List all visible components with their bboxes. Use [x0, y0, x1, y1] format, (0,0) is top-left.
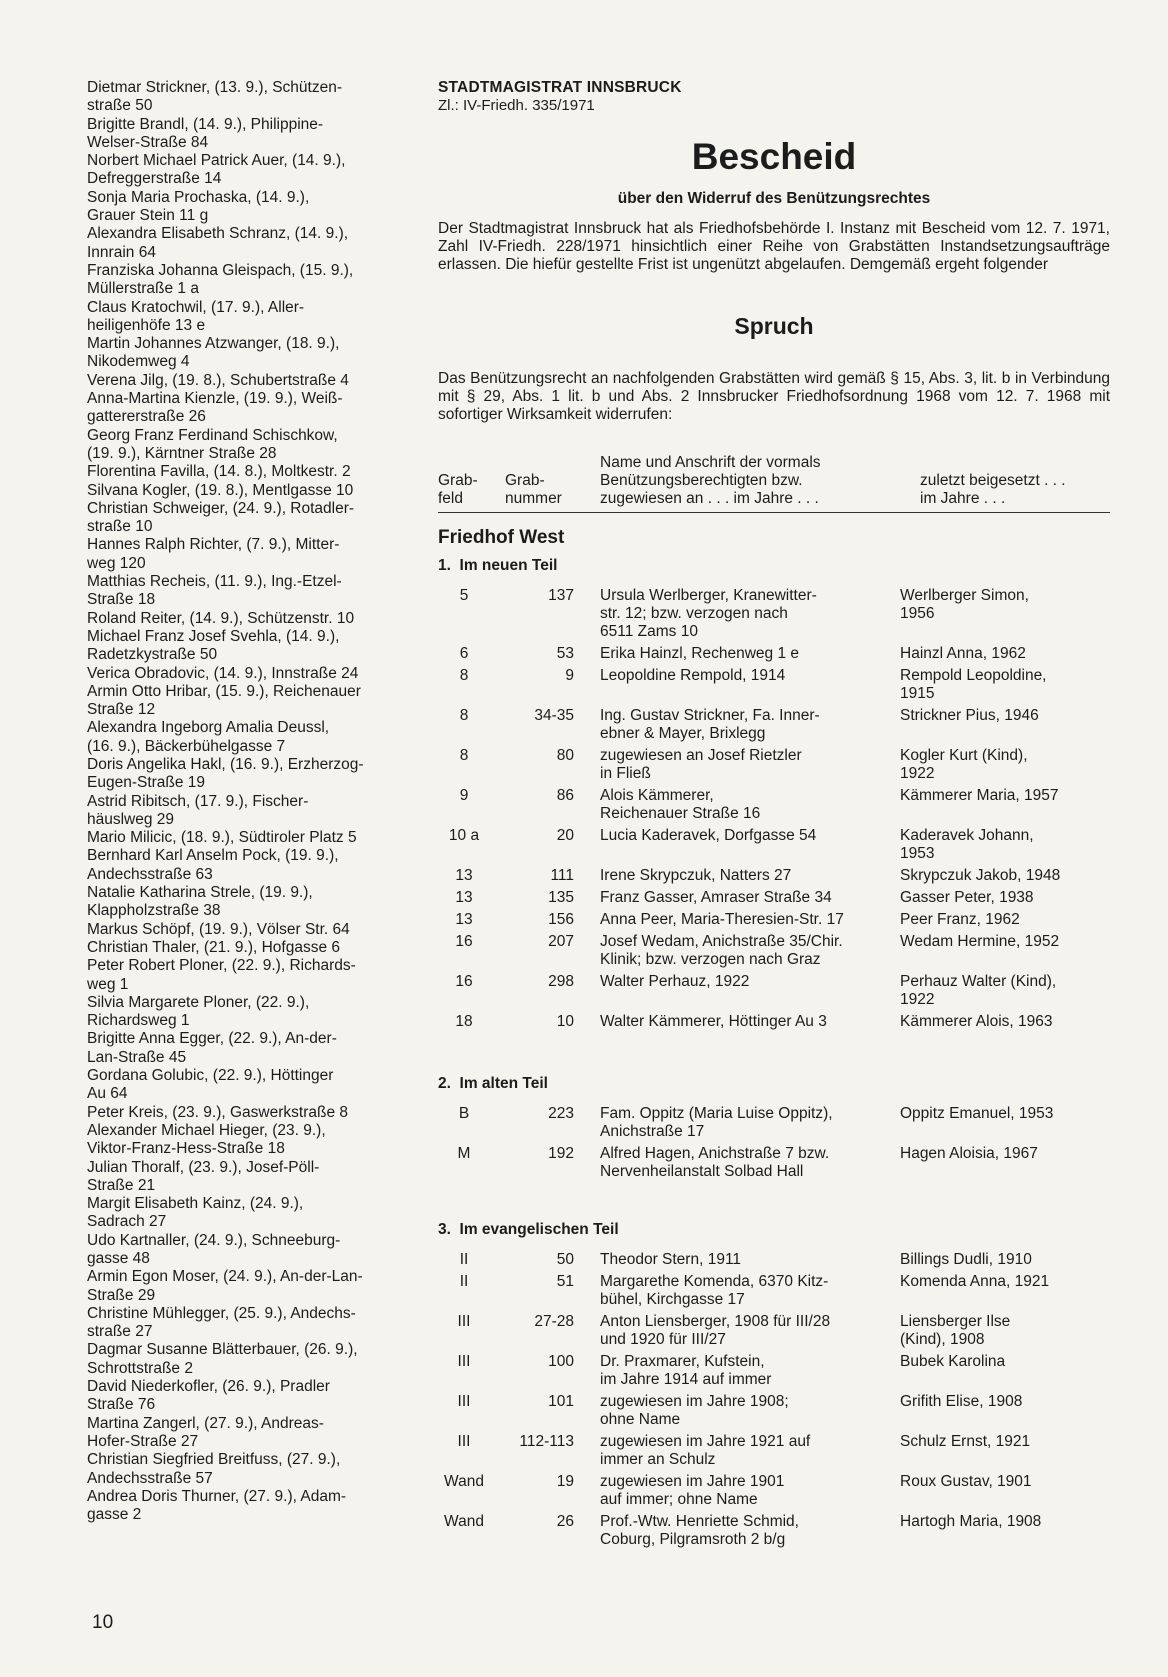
announcement-line: Markus Schöpf, (19. 9.), Völser Str. 64: [87, 920, 350, 938]
announcement-line: Nikodemweg 4: [87, 353, 190, 371]
last-buried: Hainzl Anna, 1962: [900, 645, 1026, 662]
table-row: [438, 1513, 1110, 1553]
notice-title: Bescheid: [691, 136, 857, 177]
table-row: [438, 933, 1110, 973]
grave-field: Wand: [444, 1473, 484, 1490]
holder-name-address: Franz Gasser, Amraser Straße 34: [600, 889, 832, 906]
announcement-line: Hannes Ralph Richter, (7. 9.), Mitter-: [87, 536, 340, 554]
announcement-line: Christian Siegfried Breitfuss, (27. 9.),: [87, 1451, 341, 1469]
last-buried: Oppitz Emanuel, 1953: [900, 1105, 1054, 1122]
cemetery-heading: Friedhof West: [438, 527, 565, 548]
announcement-line: Grauer Stein 11 g: [87, 207, 209, 225]
grave-number: 135: [548, 889, 574, 906]
holder-name-address: zugewiesen im Jahre 1908; ohne Name: [600, 1393, 789, 1428]
last-buried: Kogler Kurt (Kind), 1922: [900, 747, 1028, 782]
announcement-line: Verena Jilg, (19. 8.), Schubertstraße 4: [87, 371, 349, 389]
grave-number: 10: [556, 1013, 574, 1030]
table-row: [438, 707, 1110, 747]
grave-field: III: [457, 1433, 471, 1450]
announcement-line: Norbert Michael Patrick Auer, (14. 9.),: [87, 152, 346, 170]
announcement-line: Margit Elisabeth Kainz, (24. 9.),: [87, 1195, 304, 1213]
announcement-line: Christine Mühlegger, (25. 9.), Andechs-: [87, 1304, 356, 1322]
announcement-line: gattererstraße 26: [87, 408, 206, 426]
grave-field: III: [457, 1313, 471, 1330]
announcement-line: Alexander Michael Hieger, (23. 9.),: [87, 1121, 326, 1139]
last-buried: Perhauz Walter (Kind), 1922: [900, 973, 1057, 1008]
announcement-line: Alexandra Ingeborg Amalia Deussl,: [87, 719, 330, 737]
table-row: [438, 911, 1110, 933]
grave-number: 86: [556, 787, 574, 804]
ruling-heading: Spruch: [734, 313, 814, 339]
last-buried: Werlberger Simon, 1956: [900, 587, 1029, 622]
announcement-line: Verica Obradovic, (14. 9.), Innstraße 24: [87, 664, 359, 682]
grave-field: 10 a: [448, 827, 480, 844]
announcement-line: Lan-Straße 45: [87, 1048, 187, 1066]
grave-number: 111: [550, 867, 574, 884]
holder-name-address: Dr. Praxmarer, Kufstein, im Jahre 1914 auf immer: [600, 1353, 772, 1388]
table-header: [438, 456, 1110, 513]
announcement-line: Dagmar Susanne Blätterbauer, (26. 9.),: [87, 1341, 358, 1359]
last-buried: Billings Dudli, 1910: [900, 1251, 1032, 1268]
birth-announcements-list: [87, 79, 412, 1524]
announcement-line: Eugen-Straße 19: [87, 774, 206, 792]
holder-name-address: Anna Peer, Maria-Theresien-Str. 17: [600, 911, 844, 928]
holder-name-address: Josef Wedam, Anichstraße 35/Chir. Klinik; bzw. verzogen nach Graz: [600, 933, 843, 968]
announcement-line: Andechsstraße 57: [87, 1469, 213, 1487]
table-row: [438, 1251, 1110, 1273]
announcement-line: Franziska Johanna Gleispach, (15. 9.),: [87, 261, 354, 279]
graves-table: [438, 1105, 1110, 1185]
announcement-line: Doris Angelika Hakl, (16. 9.), Erzherzog-: [87, 755, 364, 773]
grave-number: 137: [548, 587, 574, 604]
grave-number: 34-35: [534, 707, 574, 724]
holder-name-address: zugewiesen im Jahre 1921 auf immer an Schulz: [600, 1433, 811, 1468]
announcement-line: Sadrach 27: [87, 1213, 167, 1231]
announcement-line: Hofer-Straße 27: [87, 1432, 199, 1450]
holder-name-address: Ing. Gustav Strickner, Fa. Inner- ebner & Mayer, Brixlegg: [600, 707, 820, 742]
last-buried: Rempold Leopoldine, 1915: [900, 667, 1047, 702]
announcement-line: Brigitte Brandl, (14. 9.), Philippine-: [87, 115, 324, 133]
last-buried: Kaderavek Johann, 1953: [900, 827, 1034, 862]
header-grabfeld: Grab- feld: [438, 472, 478, 507]
grave-field: 18: [455, 1013, 473, 1030]
grave-field: II: [459, 1251, 469, 1268]
announcement-line: Dietmar Strickner, (13. 9.), Schützen-: [87, 79, 342, 96]
grave-number: 50: [556, 1251, 574, 1268]
announcement-line: Matthias Recheis, (11. 9.), Ing.-Etzel-: [87, 573, 342, 591]
table-row: [438, 667, 1110, 707]
announcement-line: Martina Zangerl, (27. 9.), Andreas-: [87, 1414, 324, 1432]
announcement-line: Claus Kratochwil, (17. 9.), Aller-: [87, 298, 305, 316]
holder-name-address: Walter Kämmerer, Höttinger Au 3: [600, 1013, 827, 1030]
announcement-line: Christian Thaler, (21. 9.), Hofgasse 6: [87, 938, 341, 956]
grave-number: 19: [556, 1473, 574, 1490]
announcement-line: Defreggerstraße 14: [87, 170, 222, 188]
announcement-line: Straße 18: [87, 591, 156, 609]
last-buried: Peer Franz, 1962: [900, 911, 1020, 928]
last-buried: Roux Gustav, 1901: [900, 1473, 1032, 1490]
announcement-line: Julian Thoralf, (23. 9.), Josef-Pöll-: [87, 1158, 320, 1176]
header-last-buried: zuletzt beigesetzt . . . im Jahre . . .: [920, 472, 1066, 507]
notice-subtitle: über den Widerruf des Benützungsrechtes: [617, 190, 931, 207]
announcement-line: Mario Milicic, (18. 9.), Südtiroler Platz 5: [87, 829, 357, 847]
official-notice: [438, 79, 1110, 1553]
grave-field: III: [457, 1393, 471, 1410]
last-buried: Bubek Karolina: [900, 1353, 1006, 1370]
holder-name-address: Lucia Kaderavek, Dorfgasse 54: [600, 827, 817, 844]
table-row: [438, 889, 1110, 911]
announcement-line: Natalie Katharina Strele, (19. 9.),: [87, 884, 313, 902]
grave-field: Wand: [444, 1513, 484, 1530]
graves-table: [438, 1251, 1110, 1553]
announcement-line: Straße 76: [87, 1396, 156, 1414]
table-row: [438, 1105, 1110, 1145]
holder-name-address: Erika Hainzl, Rechenweg 1 e: [600, 645, 800, 662]
announcement-line: Roland Reiter, (14. 9.), Schützenstr. 10: [87, 609, 355, 627]
announcement-line: Richardsweg 1: [87, 1012, 190, 1030]
announcement-line: Peter Robert Ploner, (22. 9.), Richards-: [87, 957, 356, 975]
announcement-line: häuslweg 29: [87, 810, 175, 828]
table-row: [438, 587, 1110, 645]
last-buried: Komenda Anna, 1921: [900, 1273, 1050, 1290]
announcement-line: weg 1: [87, 975, 129, 993]
announcement-line: Viktor-Franz-Hess-Straße 18: [87, 1140, 285, 1158]
table-row: [438, 747, 1110, 787]
grave-field: 13: [455, 911, 473, 928]
announcement-line: straße 50: [87, 97, 153, 115]
section-heading: 3. Im evangelischen Teil: [438, 1221, 619, 1238]
grave-field: 8: [459, 747, 469, 764]
announcement-line: Brigitte Anna Egger, (22. 9.), An-der-: [87, 1030, 337, 1048]
graves-table: [438, 587, 1110, 1035]
grave-number: 100: [548, 1353, 574, 1370]
holder-name-address: Theodor Stern, 1911: [600, 1251, 742, 1268]
table-row: [438, 1473, 1110, 1513]
holder-name-address: zugewiesen an Josef Rietzler in Fließ: [600, 747, 802, 782]
announcement-line: Schrottstraße 2: [87, 1359, 193, 1377]
last-buried: Gasser Peter, 1938: [900, 889, 1034, 906]
grave-field: 16: [455, 933, 473, 950]
grave-number: 223: [548, 1105, 574, 1122]
last-buried: Strickner Pius, 1946: [900, 707, 1039, 724]
announcement-line: Andechsstraße 63: [87, 865, 213, 883]
section-heading: 1. Im neuen Teil: [438, 557, 558, 574]
grave-field: B: [458, 1105, 470, 1122]
announcement-line: Klappholzstraße 38: [87, 902, 221, 920]
announcement-line: Müllerstraße 1 a: [87, 280, 199, 298]
last-buried: Skrypczuk Jakob, 1948: [900, 867, 1061, 884]
grave-field: II: [459, 1273, 469, 1290]
announcement-line: Martin Johannes Atzwanger, (18. 9.),: [87, 335, 340, 353]
announcement-line: Au 64: [87, 1085, 128, 1103]
last-buried: Grifith Elise, 1908: [900, 1393, 1023, 1410]
announcement-line: (16. 9.), Bäckerbühelgasse 7: [87, 737, 286, 755]
grave-field: 5: [459, 587, 469, 604]
header-name-address: Name und Anschrift der vormals Benützungsberechtigten bzw. zugewiesen an . . . im Jahre . . .: [600, 454, 821, 507]
table-row: [438, 827, 1110, 867]
grave-number: 27-28: [534, 1313, 574, 1330]
grave-number: 9: [565, 667, 574, 684]
announcement-line: Florentina Favilla, (14. 8.), Moltkestr. 2: [87, 463, 351, 481]
grave-number: 80: [556, 747, 574, 764]
announcement-line: Udo Kartnaller, (24. 9.), Schneeburg-: [87, 1231, 341, 1249]
table-row: [438, 1433, 1110, 1473]
announcement-line: heiligenhöfe 13 e: [87, 316, 206, 334]
announcement-line: weg 120: [87, 554, 146, 572]
header-grabnummer: Grab- nummer: [505, 472, 562, 507]
announcement-line: Straße 21: [87, 1176, 156, 1194]
announcement-line: straße 27: [87, 1323, 153, 1341]
announcement-line: Straße 29: [87, 1286, 156, 1304]
last-buried: Wedam Hermine, 1952: [900, 933, 1060, 950]
last-buried: Kämmerer Maria, 1957: [900, 787, 1059, 804]
section-heading: 2. Im alten Teil: [438, 1075, 548, 1092]
grave-field: 16: [455, 973, 473, 990]
grave-field: M: [457, 1145, 471, 1162]
table-row: [438, 867, 1110, 889]
announcement-line: Astrid Ribitsch, (17. 9.), Fischer-: [87, 792, 309, 810]
table-row: [438, 1013, 1110, 1035]
announcement-line: Christian Schweiger, (24. 9.), Rotadler-: [87, 499, 355, 517]
holder-name-address: Walter Perhauz, 1922: [600, 973, 750, 990]
grave-field: 13: [455, 889, 473, 906]
table-row: [438, 645, 1110, 667]
issuing-authority: STADTMAGISTRAT INNSBRUCK: [438, 79, 682, 96]
grave-field: 9: [459, 787, 469, 804]
holder-name-address: zugewiesen im Jahre 1901 auf immer; ohne Name: [600, 1473, 785, 1508]
grave-number: 298: [548, 973, 574, 990]
announcement-line: Michael Franz Josef Svehla, (14. 9.),: [87, 627, 340, 645]
announcement-line: Armin Egon Moser, (24. 9.), An-der-Lan-: [87, 1268, 363, 1286]
holder-name-address: Prof.-Wtw. Henriette Schmid, Coburg, Pilgramsroth 2 b/g: [600, 1513, 799, 1548]
grave-number: 51: [556, 1273, 574, 1290]
announcement-line: Radetzkystraße 50: [87, 646, 218, 664]
announcement-line: Silvana Kogler, (19. 8.), Mentlgasse 10: [87, 481, 354, 499]
table-row: [438, 973, 1110, 1013]
grave-number: 101: [548, 1393, 574, 1410]
grave-field: III: [457, 1353, 471, 1370]
page-number: 10: [92, 1612, 114, 1633]
holder-name-address: Fam. Oppitz (Maria Luise Oppitz), Anichstraße 17: [600, 1105, 833, 1140]
announcement-line: Peter Kreis, (23. 9.), Gaswerkstraße 8: [87, 1103, 349, 1121]
grave-number: 156: [548, 911, 574, 928]
grave-number: 207: [548, 933, 574, 950]
announcement-line: (19. 9.), Kärntner Straße 28: [87, 444, 277, 462]
announcement-line: Andrea Doris Thurner, (27. 9.), Adam-: [87, 1487, 347, 1505]
announcement-line: Innrain 64: [87, 243, 156, 261]
last-buried: Schulz Ernst, 1921: [900, 1433, 1031, 1450]
table-row: [438, 787, 1110, 827]
announcement-line: straße 10: [87, 518, 153, 536]
announcement-line: Anna-Martina Kienzle, (19. 9.), Weiß-: [87, 390, 343, 408]
grave-sections: [438, 557, 1110, 1553]
holder-name-address: Leopoldine Rempold, 1914: [600, 667, 786, 684]
announcement-line: Georg Franz Ferdinand Schischkow,: [87, 426, 338, 444]
last-buried: Liensberger Ilse (Kind), 1908: [900, 1313, 1011, 1348]
grave-field: 6: [459, 645, 469, 662]
announcement-line: Alexandra Elisabeth Schranz, (14. 9.),: [87, 225, 349, 243]
holder-name-address: Margarethe Komenda, 6370 Kitz- bühel, Kirchgasse 17: [600, 1273, 829, 1308]
grave-field: 13: [455, 867, 473, 884]
announcement-line: Sonja Maria Prochaska, (14. 9.),: [87, 188, 310, 206]
grave-number: 20: [556, 827, 574, 844]
grave-number: 112-113: [519, 1433, 574, 1450]
table-row: [438, 1273, 1110, 1313]
announcement-line: gasse 2: [87, 1506, 142, 1524]
grave-number: 53: [556, 645, 574, 662]
announcement-line: gasse 48: [87, 1250, 150, 1267]
ruling-paragraph: Das Benützungsrecht an nachfolgenden Grabstätten wird gemäß § 15, Abs. 3, lit. b in Verbindung mit § 29, Abs. 1 lit. b und Abs. 2 Innsbrucker Friedhofsordnung 1968 vom 12. 7. 1968 mit sofortiger Wirksamkeit widerrufen:: [438, 370, 1110, 423]
announcement-line: Silvia Margarete Ploner, (22. 9.),: [87, 993, 310, 1011]
holder-name-address: Ursula Werlberger, Kranewitter- str. 12; bzw. verzogen nach 6511 Zams 10: [600, 587, 817, 640]
holder-name-address: Irene Skrypczuk, Natters 27: [600, 867, 792, 884]
grave-field: 8: [459, 667, 469, 684]
last-buried: Hagen Aloisia, 1967: [900, 1145, 1038, 1162]
holder-name-address: Alfred Hagen, Anichstraße 7 bzw. Nervenheilanstalt Solbad Hall: [600, 1145, 830, 1180]
announcement-line: Bernhard Karl Anselm Pock, (19. 9.),: [87, 847, 339, 865]
announcement-line: Gordana Golubic, (22. 9.), Höttinger: [87, 1067, 334, 1085]
last-buried: Hartogh Maria, 1908: [900, 1513, 1042, 1530]
holder-name-address: Anton Liensberger, 1908 für III/28 und 1920 für III/27: [600, 1313, 831, 1348]
table-row: [438, 1393, 1110, 1433]
table-row: [438, 1313, 1110, 1353]
announcement-line: Straße 12: [87, 701, 156, 719]
table-row: [438, 1353, 1110, 1393]
holder-name-address: Alois Kämmerer, Reichenauer Straße 16: [600, 787, 761, 822]
grave-number: 26: [556, 1513, 574, 1530]
announcement-line: David Niederkofler, (26. 9.), Pradler: [87, 1378, 330, 1396]
announcement-line: Welser-Straße 84: [87, 133, 209, 151]
table-row: [438, 1145, 1110, 1185]
last-buried: Kämmerer Alois, 1963: [900, 1013, 1053, 1030]
grave-number: 192: [548, 1145, 574, 1162]
intro-paragraph: Der Stadtmagistrat Innsbruck hat als Friedhofsbehörde I. Instanz mit Bescheid vom 12. 7. 1971, Zahl IV-Friedh. 228/1971 hinsichtlich einer Reihe von Grabstätten Instandsetzungsaufträge erlassen. Die hiefür gestellte Frist ist ungenützt abgelaufen. Demgemäß ergeht folgender: [438, 220, 1110, 273]
grave-field: 8: [459, 707, 469, 724]
announcement-line: Armin Otto Hribar, (15. 9.), Reichenauer: [87, 682, 361, 700]
reference-number: Zl.: IV-Friedh. 335/1971: [438, 97, 595, 114]
